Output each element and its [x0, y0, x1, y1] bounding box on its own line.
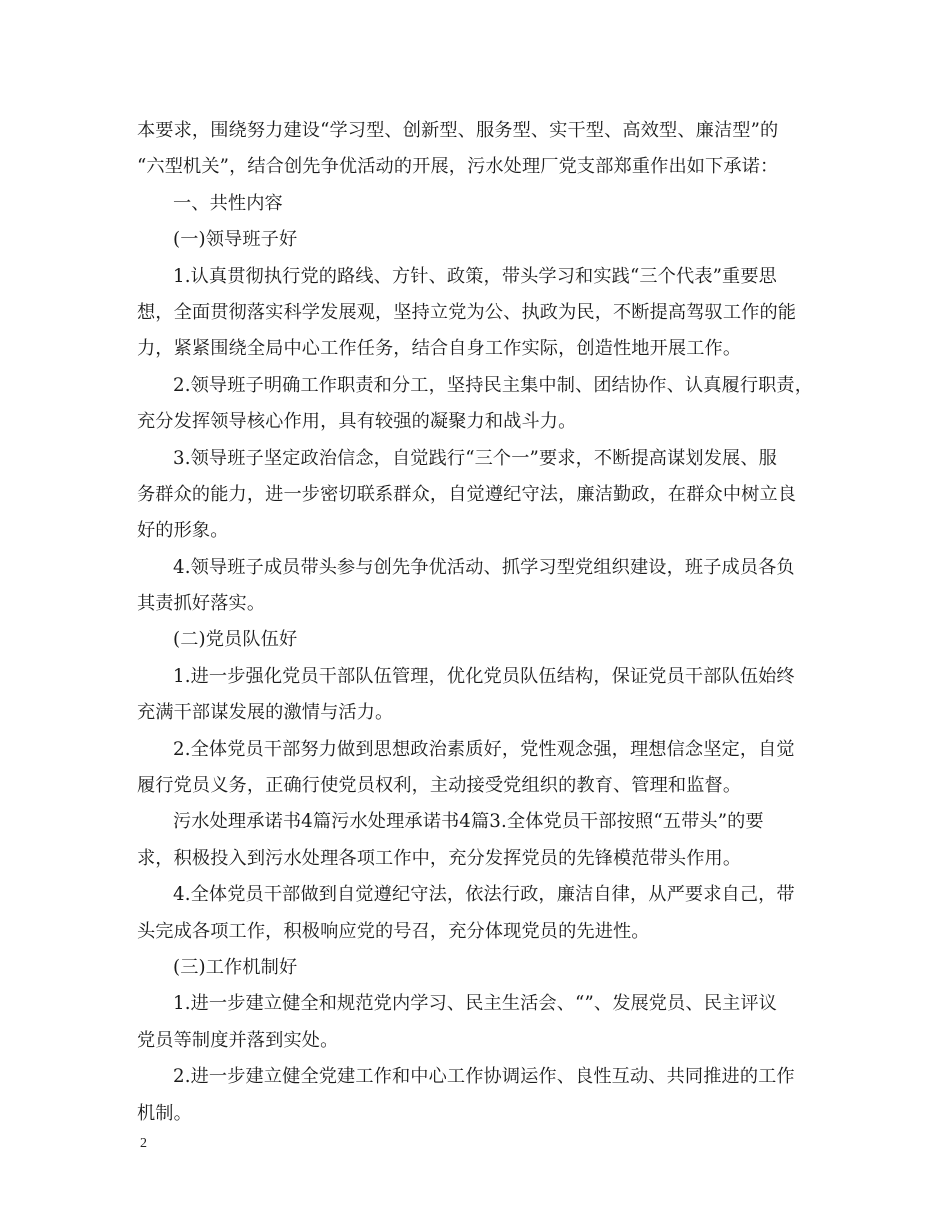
- paragraph-line: 2.领导班子明确工作职责和分工，坚持民主集中制、团结协作、认真履行职责，: [173, 374, 814, 396]
- paragraph-line: 4.领导班子成员带头参与创先争优活动、抓学习型党组织建设，班子成员各负: [173, 556, 795, 578]
- paragraph-line: 机制。: [137, 1102, 192, 1124]
- paragraph-line: 2.全体党员干部努力做到思想政治素质好，党性观念强，理想信念坚定，自觉: [173, 738, 795, 760]
- paragraph-line: 充满干部谋发展的激情与活力。: [137, 702, 394, 724]
- paragraph-line: 务群众的能力，进一步密切联系群众，自觉遵纪守法，廉洁勤政，在群众中树立良: [137, 483, 797, 505]
- paragraph-line: 4.全体党员干部做到自觉遵纪守法，依法行政，廉洁自律，从严要求自己，带: [173, 884, 795, 906]
- subsection-heading: (三)工作机制好: [173, 956, 298, 978]
- subsection-heading: (二)党员队伍好: [173, 629, 298, 651]
- paragraph-line: 求，积极投入到污水处理各项工作中，充分发挥党员的先锋模范带头作用。: [137, 847, 742, 869]
- paragraph-line: 好的形象。: [137, 520, 229, 542]
- subsection-heading: (一)领导班子好: [173, 229, 298, 251]
- paragraph-line: 2.进一步建立健全党建工作和中心工作协调运作、良性互动、共同推进的工作: [173, 1066, 795, 1088]
- paragraph-line: 3.领导班子坚定政治信念，自觉践行“三个一”要求，不断提高谋划发展、服: [173, 447, 777, 469]
- page-number: 2: [140, 1136, 147, 1151]
- paragraph-line: 党员等制度并落到实处。: [137, 1029, 339, 1051]
- paragraph-line: 想，全面贯彻落实科学发展观，坚持立党为公、执政为民，不断提高驾驭工作的能: [137, 301, 797, 323]
- paragraph-line: 污水处理承诺书4篇污水处理承诺书4篇3.全体党员干部按照“五带头”的要: [173, 811, 764, 833]
- paragraph-line: 其责抓好落实。: [137, 593, 266, 615]
- section-heading: 一、共性内容: [173, 192, 283, 214]
- paragraph-line: 本要求，围绕努力建设“学习型、创新型、服务型、实干型、高效型、廉洁型”的: [137, 120, 779, 141]
- paragraph-line: 履行党员义务，正确行使党员权利，主动接受党组织的教育、管理和监督。: [137, 775, 742, 797]
- paragraph-line: 1.进一步强化党员干部队伍管理，优化党员队伍结构，保证党员干部队伍始终: [173, 665, 795, 687]
- document-body: [137, 113, 817, 1132]
- paragraph-line: “六型机关”，结合创先争优活动的开展，污水处理厂党支部郑重作出如下承诺：: [137, 156, 779, 178]
- paragraph-line: 1.进一步建立健全和规范党内学习、民主生活会、“”、发展党员、民主评议: [173, 993, 777, 1015]
- paragraph-line: 1.认真贯彻执行党的路线、方针、政策，带头学习和实践“三个代表”重要思: [173, 265, 777, 287]
- paragraph-line: 充分发挥领导核心作用，具有较强的凝聚力和战斗力。: [137, 411, 577, 433]
- paragraph-line: 力，紧紧围绕全局中心工作任务，结合自身工作实际，创造性地开展工作。: [137, 338, 742, 360]
- paragraph-line: 头完成各项工作，积极响应党的号召，充分体现党员的先进性。: [137, 920, 650, 942]
